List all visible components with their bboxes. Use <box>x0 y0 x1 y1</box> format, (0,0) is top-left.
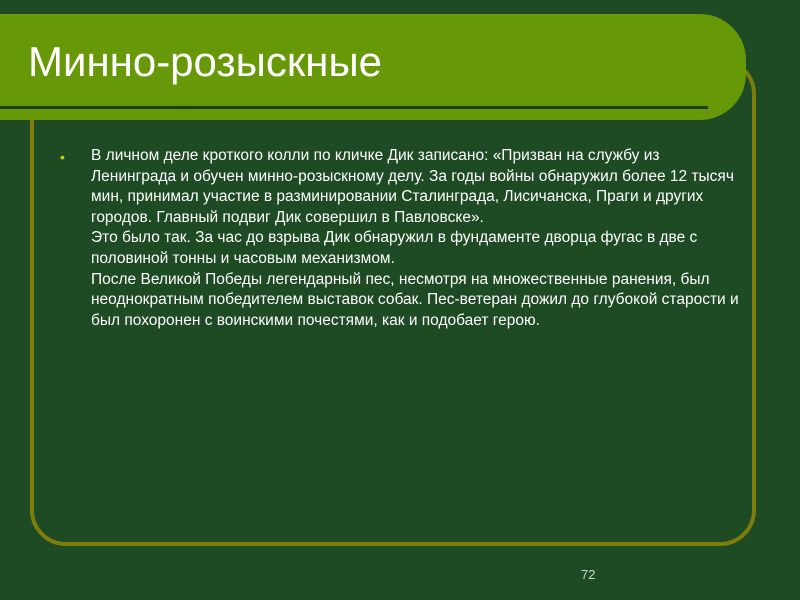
paragraph-2: Это было так. За час до взрыва Дик обнаружил в фундаменте дворца фугас в две с половиной тонны и часовым механизмом. <box>91 229 698 267</box>
page-number: 72 <box>581 567 596 582</box>
paragraph-3: После Великой Победы легендарный пес, несмотря на множественные ранения, был неоднократным победителем выставок собак. Пес-ветеран дожил до глубокой старости и был похоронен с воинскими почестями, как и подобает герою. <box>91 270 739 329</box>
bullet-text <box>91 146 740 331</box>
paragraph-1: В личном деле кроткого колли по кличке Дик записано: «Призван на службу из Ленинграда и обучен минно-розыскному делу. За годы войны обнаружил более 12 тысяч мин, принимал участие в разминировании Сталинграда, Лисичанска, Праги и других городов. Главный подвиг Дик совершил в Павловске». <box>91 147 734 226</box>
bullet-icon: • <box>60 149 65 165</box>
title-divider <box>0 106 708 109</box>
slide-body <box>60 146 740 331</box>
slide-title: Минно-розыскные <box>28 38 382 85</box>
